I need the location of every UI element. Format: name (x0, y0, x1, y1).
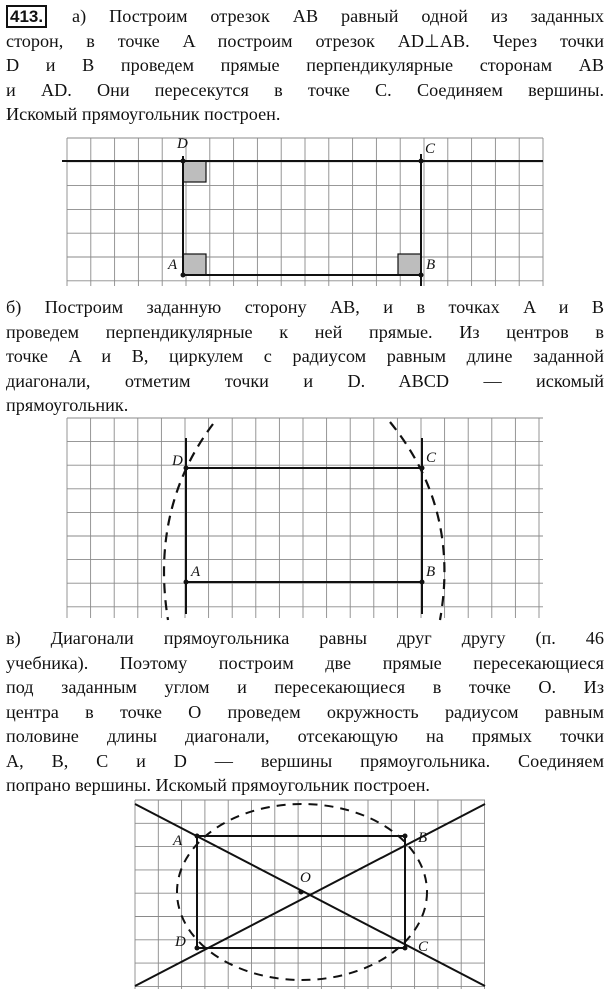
part-c-line-3: под заданным углом и пересекающиеся в точке O. Из (6, 677, 604, 697)
point-a (195, 834, 200, 839)
label-d: D (175, 934, 186, 950)
label-b: B (426, 257, 436, 273)
part-b-line-5: прямоугольник. (6, 395, 129, 415)
point-b (420, 580, 425, 585)
figure-c (0, 800, 613, 989)
point-b (403, 834, 408, 839)
point-c (420, 466, 425, 471)
label-a: A (191, 564, 201, 580)
part-c-line-7: попрано вершины. Искомый прямоугольник построен. (6, 775, 430, 795)
label-o: O (300, 870, 311, 886)
label-c: C (426, 450, 437, 466)
figure-a (0, 126, 613, 291)
label-d: D (172, 453, 183, 469)
point-c (419, 159, 424, 164)
part-a-line-2: сторон, в точке A построим отрезок AD⊥AB. Через точки (6, 30, 604, 51)
figure-b (0, 418, 613, 623)
point-d (181, 159, 186, 164)
point-d (184, 466, 189, 471)
label-a: A (173, 833, 183, 849)
part-b-line-4: диагонали, отметим точки и D. ABCD — искомый (6, 370, 604, 391)
point-c (403, 946, 408, 951)
part-a-line-1: 413. а) Построим отрезок AB равный одной из заданных (6, 4, 604, 29)
part-c-line-4: центра в точке O проведем окружность радиусом равным (6, 701, 604, 722)
label-c: C (418, 939, 429, 955)
part-b-text (6, 295, 604, 418)
arc-right (390, 422, 444, 620)
point-d (195, 946, 200, 951)
problem-number: 413. (6, 5, 47, 28)
part-a-line-4: и AD. Они пересекутся в точке C. Соединяем вершины. (6, 79, 604, 100)
part-b-line-1: б) Построим заданную сторону AB, и в точках A и B (6, 297, 604, 317)
label-a: A (168, 257, 178, 273)
part-c-line-6: A, B, C и D — вершины прямоугольника. Соединяем (6, 750, 604, 771)
point-a (181, 273, 186, 278)
label-b: B (418, 830, 428, 846)
part-a-text (6, 4, 604, 127)
point-a (184, 580, 189, 585)
part-a-line-5: Искомый прямоугольник построен. (6, 104, 281, 124)
part-b-line-3: точке A и B, циркулем с радиусом равным длине заданной (6, 346, 604, 366)
label-d: D (177, 136, 188, 152)
label-b: B (426, 564, 436, 580)
part-b-line-2: проведем перпендикулярные к ней прямые. Из центров в (6, 321, 604, 342)
part-a-line-3: D и B проведем прямые перпендикулярные сторонам AB (6, 55, 604, 75)
part-c-text (6, 626, 604, 798)
part-c-line-5: половине длины диагонали, отсекающую на прямых точки (6, 726, 604, 746)
point-o (299, 890, 304, 895)
label-c: C (425, 141, 436, 157)
part-c-line-1: в) Диагонали прямоугольника равны друг другу (п. 46 (6, 628, 604, 648)
point-b (419, 273, 424, 278)
right-angle-mark-b (398, 254, 421, 275)
part-c-line-2: учебника). Поэтому построим две прямые пересекающиеся (6, 652, 604, 673)
figure-b-grid (67, 418, 543, 618)
right-angle-mark-a (183, 254, 206, 275)
right-angle-mark-d (183, 161, 206, 182)
